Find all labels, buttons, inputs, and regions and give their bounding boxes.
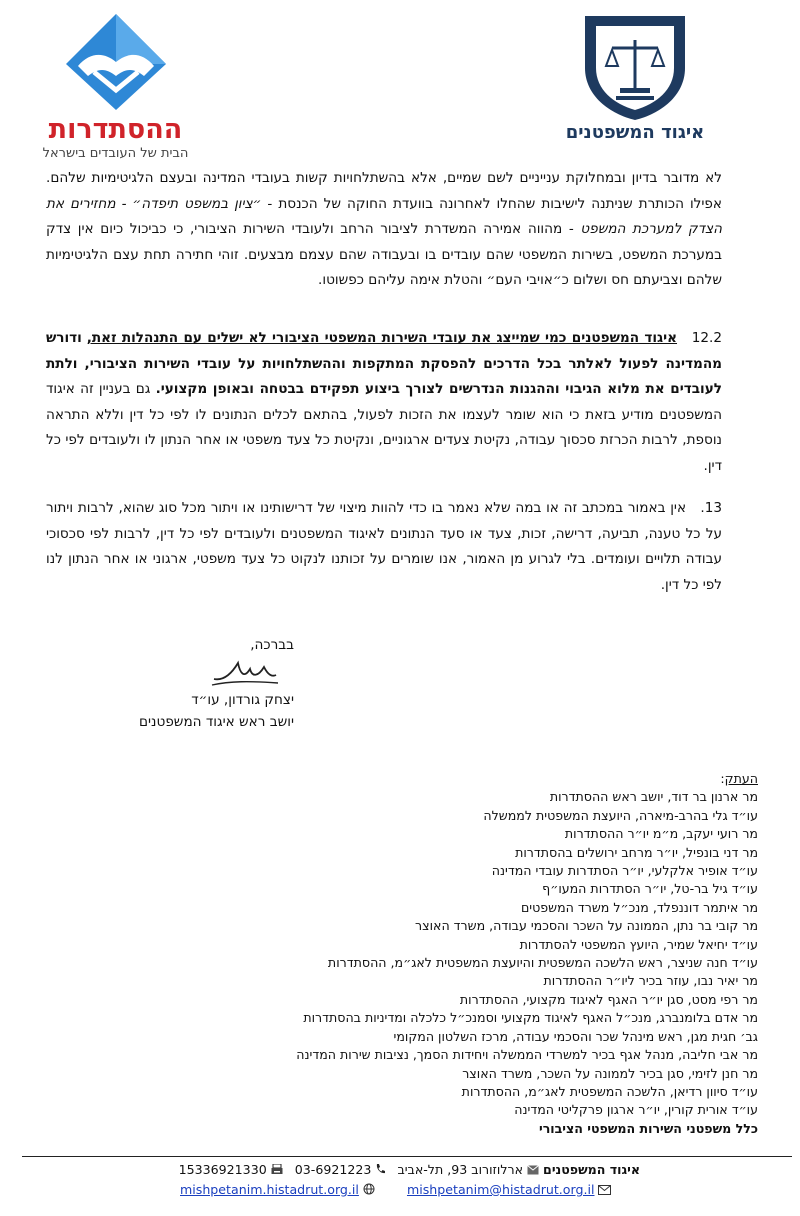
histadrut-tagline: הבית של העובדים בישראל: [42, 146, 189, 161]
intro-text-2: - מהווה אמירה המשדרת לציבור הרחב ולעובדי השירות הציבורי, כי כביכול כיום אין צדק במערכת המשפט, בשירות המשפטי שהם עובדים בו ובעבודה שהם עצמם מבצעים. זוהי חתירה תחת עצם הלגיטימיות שלהם וצביעתם חס ושלום כ״אויבי העם״ והטלת אימה עליהם כפשוטו.: [46, 221, 722, 289]
cc-item: מר קובי בר נתן, הממונה על השכר והסכמי עבודה, משרד האוצר: [415, 918, 758, 934]
signer-name: יצחק גורדון, עו״ד: [191, 692, 294, 708]
cc-item: מר אדם בלומנברג, מנכ״ל האגף לאיגוד מקצועי וסמנכ״ל כלכלה ומדיניות בהסתדרות: [303, 1010, 758, 1026]
footer-org: איגוד המשפטנים: [543, 1162, 640, 1177]
mail-icon: [598, 1183, 611, 1198]
cc-item: עו״ד גלי בהרב-מיארה, היועצת המשפטית לממשלה: [483, 807, 758, 823]
scales-shield-logo-icon: [560, 14, 710, 122]
footer-address: ארלוזורוב 93, תל-אביב: [397, 1162, 524, 1177]
cc-item: גב׳ חגית מגן, ראש מינהל שכר והסכמי עבודה, מרכז השלטון המקומי: [393, 1028, 758, 1044]
footer-website-link[interactable]: mishpetanim.histadrut.org.il: [180, 1182, 359, 1197]
union-logo: [560, 14, 710, 144]
intro-paragraph: [46, 166, 722, 294]
section-13: [46, 496, 722, 598]
phone-icon: [375, 1163, 385, 1178]
cc-item: מר רועי יעקב, מ״מ יו״ר ההסתדרות: [564, 826, 758, 842]
section-12-2-text: גם בעניין זה איגוד המשפטנים מודיע בזאת כי הוא שומר לעצמו את הזכות לפעול, בהתאם לכלים הנתונים לו לפי כל דין וללא התראה נוספת, לרבות הכרזת סכסוך עבודה, נקיטת צעדים ארגוניים, ונקיטת כל צעד משפטי או אחר הנתון לו ולעובדים לפי כל דין.: [46, 381, 722, 474]
greeting: בברכה,: [250, 637, 294, 653]
globe-icon: [363, 1183, 375, 1198]
cc-item: עו״ד סיוון רדיאן, הלשכה המשפטית לאג״מ, ההסתדרות: [461, 1083, 758, 1099]
signature-icon: [210, 655, 280, 689]
cc-item: מר אבי חליבה, מנהל אגף בכיר למשרדי הממשלה ויחידות הסמך, נציבות שירות המדינה: [296, 1047, 758, 1063]
cc-item: עו״ד חנה שניצר, ראש הלשכה המשפטית והיועצת המשפטית לאג״מ, ההסתדרות: [327, 955, 758, 971]
footer-contact-row: [120, 1162, 640, 1178]
cc-item: מר ארנון בר דוד, יושב ראש ההסתדרות: [549, 789, 758, 805]
histadrut-logo: [28, 12, 203, 161]
cc-heading-row: [160, 770, 758, 788]
cc-item-all-lawyers: כלל משפטני השירות המשפטי הציבורי: [539, 1120, 758, 1136]
union-name: איגוד המשפטנים: [565, 122, 705, 143]
section-13-number: 13.: [700, 500, 722, 516]
cc-item: מר רפי מסט, סגן יו״ר האגף לאיגוד מקצועי, ההסתדרות: [459, 991, 758, 1007]
signer-title: יושב ראש איגוד המשפטנים: [139, 714, 294, 730]
intro-text-1: לא מדובר בדיון ובמחלוקת ענייניים לשם שמיים, אלא בהשתלחויות קשות בעובדי המדינה ובעצם הלגיטימיות שלהם. אפילו הכותרת שניתנה לישיבות שהחלו לאחרונה בוועדת החוקה של הכנסת -: [46, 170, 723, 212]
footer-email-link[interactable]: mishpetanim@histadrut.org.il: [406, 1182, 595, 1197]
footer-phone: 03-6921223: [294, 1162, 372, 1177]
envelope-icon: [527, 1163, 539, 1178]
fax-icon: [271, 1163, 283, 1178]
section-13-text: אין באמור במכתב זה או במה שלא נאמר בו כדי להוות מיצוי של דרישותינו או ויתור מכל סוג שהוא, לרבות ויתור על כל טענה, תביעה, דרישה, זכות, צעד או סעד הנתונים לאיגוד המשפטנים ולעובדים לפי כל דין, לרבות לפי סכסוכי עבודה תלויים ועומדים. בלי לגרוע מן האמור, אנו שומרים על זכותנו לנקוט כל צעד משפטי, ארגוני או אחר הנתון לנו לפי כל דין.: [46, 500, 722, 593]
histadrut-name: ההסתדרות: [48, 114, 183, 145]
cc-item: מר איתמר דוננפלד, מנכ״ל משרד המשפטים: [520, 899, 758, 915]
cc-item: עו״ד יחיאל שמיר, היועץ המשפטי להסתדרות: [519, 936, 758, 952]
footer-fax: 15336921330: [178, 1162, 267, 1177]
cc-item: מר חנן לזימי, סגן בכיר לממונה על השכר, משרד האוצר: [462, 1065, 758, 1081]
intro-italic-quote: ״ציון במשפט תיפדה״ - מחזירים את הצדק למערכת המשפט: [46, 195, 723, 238]
section-12-2: [46, 326, 722, 480]
cc-item: עו״ד אורית קורין, יו״ר ארגון פרקליטי המדינה: [514, 1102, 758, 1118]
section-12-2-bold: ודורש מהמדינה לפעול לאלתר בכל הדרכים להפסקת המתקפות וההשתלחויות על עובדי השירות הציבורי, ולתת לעובדים את מלוא הגיבוי וההגנות הנדרשים לצורך ביצוע תפקידם בבטחה ובאופן מקצועי.: [46, 330, 722, 398]
cc-heading: העתק: [724, 771, 758, 786]
cc-item: מר יאיר נבו, עוזר בכיר ליו״ר ההסתדרות: [543, 973, 758, 989]
cc-list: [160, 770, 758, 1138]
section-12-2-number: 12.2: [691, 330, 722, 346]
cc-heading-colon: :: [720, 771, 725, 786]
footer-divider: [22, 1156, 792, 1157]
section-12-2-underlined: איגוד המשפטנים כמי שמייצג את עובדי השירות המשפטי הציבורי לא ישלים עם התנהלות זאת,: [86, 330, 678, 346]
cc-item: עו״ד גיל בר-טל, יו״ר הסתדרות המעו״ף: [542, 881, 758, 897]
cc-item: עו״ד אופיר אלקלעי, יו״ר הסתדרות עובדי המדינה: [491, 863, 758, 879]
handshake-logo-icon: [64, 12, 168, 110]
cc-item: מר דני בונפיל, יו״ר מרחב ירושלים בהסתדרות: [515, 844, 758, 860]
footer-links-row: [180, 1182, 620, 1198]
